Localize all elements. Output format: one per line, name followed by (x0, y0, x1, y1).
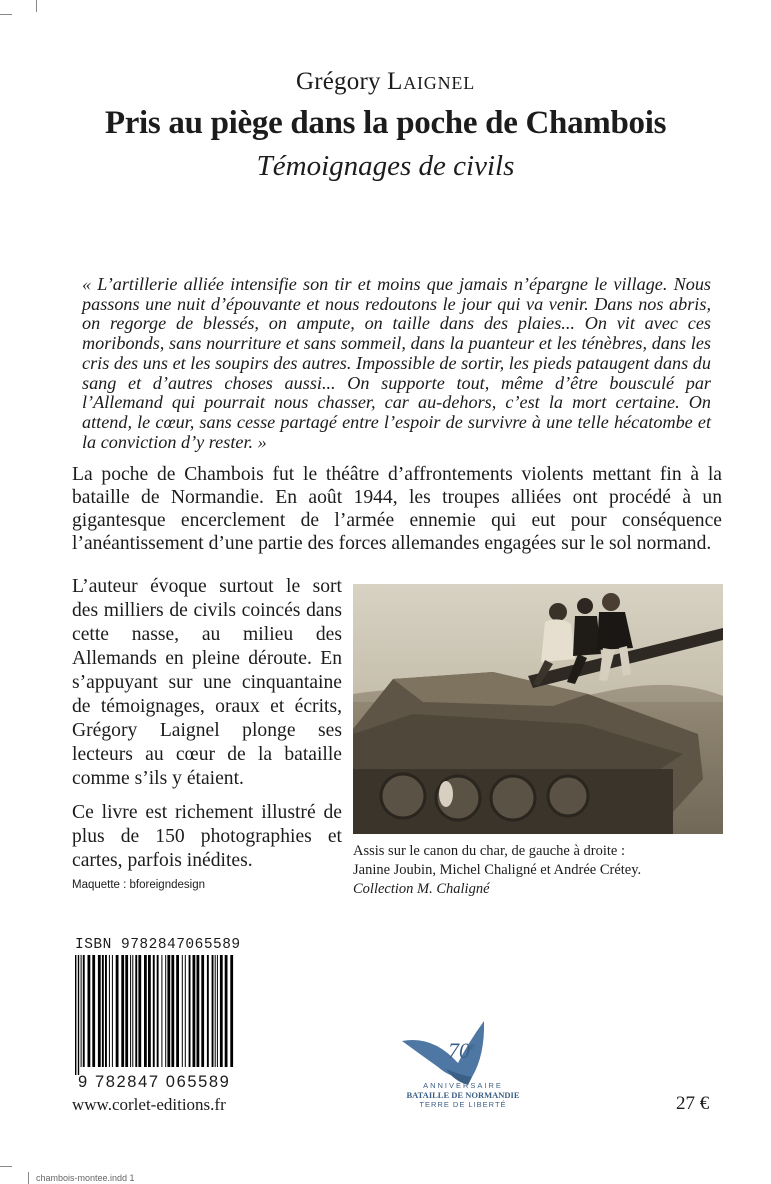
book-title: Pris au piège dans la poche de Chambois (104, 105, 667, 141)
barcode-icon (72, 955, 242, 1075)
author-last-name: Laignel (387, 68, 475, 95)
photo-caption (353, 842, 723, 899)
crop-mark (0, 14, 12, 15)
logo-number (448, 1038, 508, 1064)
barcode-bar (207, 955, 209, 1067)
author-name (0, 68, 771, 96)
barcode-bar (217, 955, 218, 1067)
barcode-bar (225, 955, 228, 1067)
barcode-bar (201, 955, 204, 1067)
barcode-bar (161, 955, 162, 1067)
barcode-bar (171, 955, 174, 1067)
logo-number-value: 70 (448, 1038, 470, 1063)
logo-battle: BATAILLE DE NORMANDIE (406, 1090, 520, 1100)
crop-mark (28, 1172, 29, 1184)
barcode-bar (165, 955, 166, 1067)
barcode-bar (230, 955, 233, 1067)
isbn-label: ISBN 9782847065589 (75, 937, 241, 953)
illustration-paragraph: Ce livre est richement illustré de plus de 150 photographies et cartes, parfois inédites. (72, 802, 342, 871)
logo-number-suffix: e (470, 1040, 475, 1053)
logo-tagline: TERRE DE LIBERTÉ (419, 1100, 507, 1109)
barcode-bar (197, 955, 200, 1067)
author-first-name: Grégory (295, 68, 381, 95)
price: 27 € (676, 1093, 710, 1114)
barcode-bar (88, 955, 91, 1067)
barcode-bar (148, 955, 151, 1067)
barcode-bar (98, 955, 101, 1067)
barcode-bar (109, 955, 110, 1067)
publisher-website[interactable]: www.corlet-editions.fr (72, 1095, 226, 1114)
logo-anniversary: ANNIVERSAIRE (423, 1081, 503, 1090)
barcode-bar (189, 955, 191, 1067)
barcode-bar (212, 955, 214, 1067)
barcode-bar (144, 955, 147, 1067)
barcode-bar (135, 955, 137, 1067)
barcode-bar (220, 955, 223, 1067)
caption-credit: Collection M. Chaligné (353, 881, 490, 897)
barcode-bar (130, 955, 131, 1067)
description-paragraph: L’auteur évoque surtout le sort des milliers de civils coincés dans cette nasse, au milieu des Allemands en pleine déroute. En s’appuyant sur une cinquantaine de témoignages, oraux et écrits, Grégory Laignel plonge ses lecteurs au cœur de la bataille comme s’ils y étaient. (72, 576, 342, 789)
barcode-bar (167, 955, 170, 1067)
design-credit: Maquette : bforeigndesign (72, 879, 205, 891)
barcode-bar (132, 955, 133, 1067)
barcode-bar (193, 955, 196, 1067)
barcode-bar (121, 955, 124, 1067)
file-slug: chambois-montee.indd 1 (36, 1173, 135, 1183)
testimony-quote: « L’artillerie alliée intensifie son tir et moins que jamais n’épargne le village. Nous passons une nuit d’épouvante et nous redoutons le jour qui va venir. Dans nos abris, on regorge de blessés, on ampute, on taille dans des plaies... On vit avec ces moribonds, sans nourriture et sans sommeil, dans la puanteur et les ténèbres, dans les cris des uns et les soupirs des autres. Impossible de sortir, les pieds pataugent dans du sang et d’autres choses aussi... On supporte tout, même d’être bousculé par l’Allemand qui pourrait nous chasser, car au-dehors, c’est la mort certaine. On attend, le cœur, sans cesse partagé entre l’espoir de survivre à une telle hécatombe et la conviction d’y rester. » (82, 274, 711, 452)
barcode-bar (185, 955, 186, 1067)
barcode-bar (153, 955, 155, 1067)
barcode-bar (176, 955, 179, 1067)
caption-line: Janine Joubin, Michel Chaligné et Andrée Crétey. (353, 862, 642, 878)
tank-photo (353, 584, 723, 834)
crop-mark (36, 0, 37, 12)
barcode-bar (112, 955, 113, 1067)
barcode-bar (138, 955, 141, 1067)
barcode-bar (105, 955, 107, 1067)
barcode-bar (157, 955, 159, 1067)
barcode-bar (102, 955, 104, 1067)
barcode-bar (75, 955, 76, 1075)
ean-digits: 9 782847 065589 (78, 1073, 231, 1091)
crop-mark (0, 1166, 12, 1167)
barcode-bar (125, 955, 128, 1067)
barcode-bar (182, 955, 183, 1067)
barcode-bar (83, 955, 85, 1067)
book-subtitle: Témoignages de civils (256, 150, 515, 182)
barcode-bar (116, 955, 119, 1067)
description-column (72, 575, 342, 883)
intro-paragraph: La poche de Chambois fut le théâtre d’affrontements violents mettant fin à la bataille de Normandie. En août 1944, les troupes alliées ont procédé à un gigantesque encerclement de l’armée ennemie qui eut pour conséquence l’anéantissement d’une partie des forces allemandes engagées sur le sol normand. (72, 464, 722, 554)
barcode-bar (92, 955, 95, 1067)
barcode-bar (215, 955, 216, 1067)
barcode-bar (81, 955, 82, 1067)
caption-line: Assis sur le canon du char, de gauche à droite : (353, 843, 626, 859)
barcode-bar (78, 955, 79, 1075)
